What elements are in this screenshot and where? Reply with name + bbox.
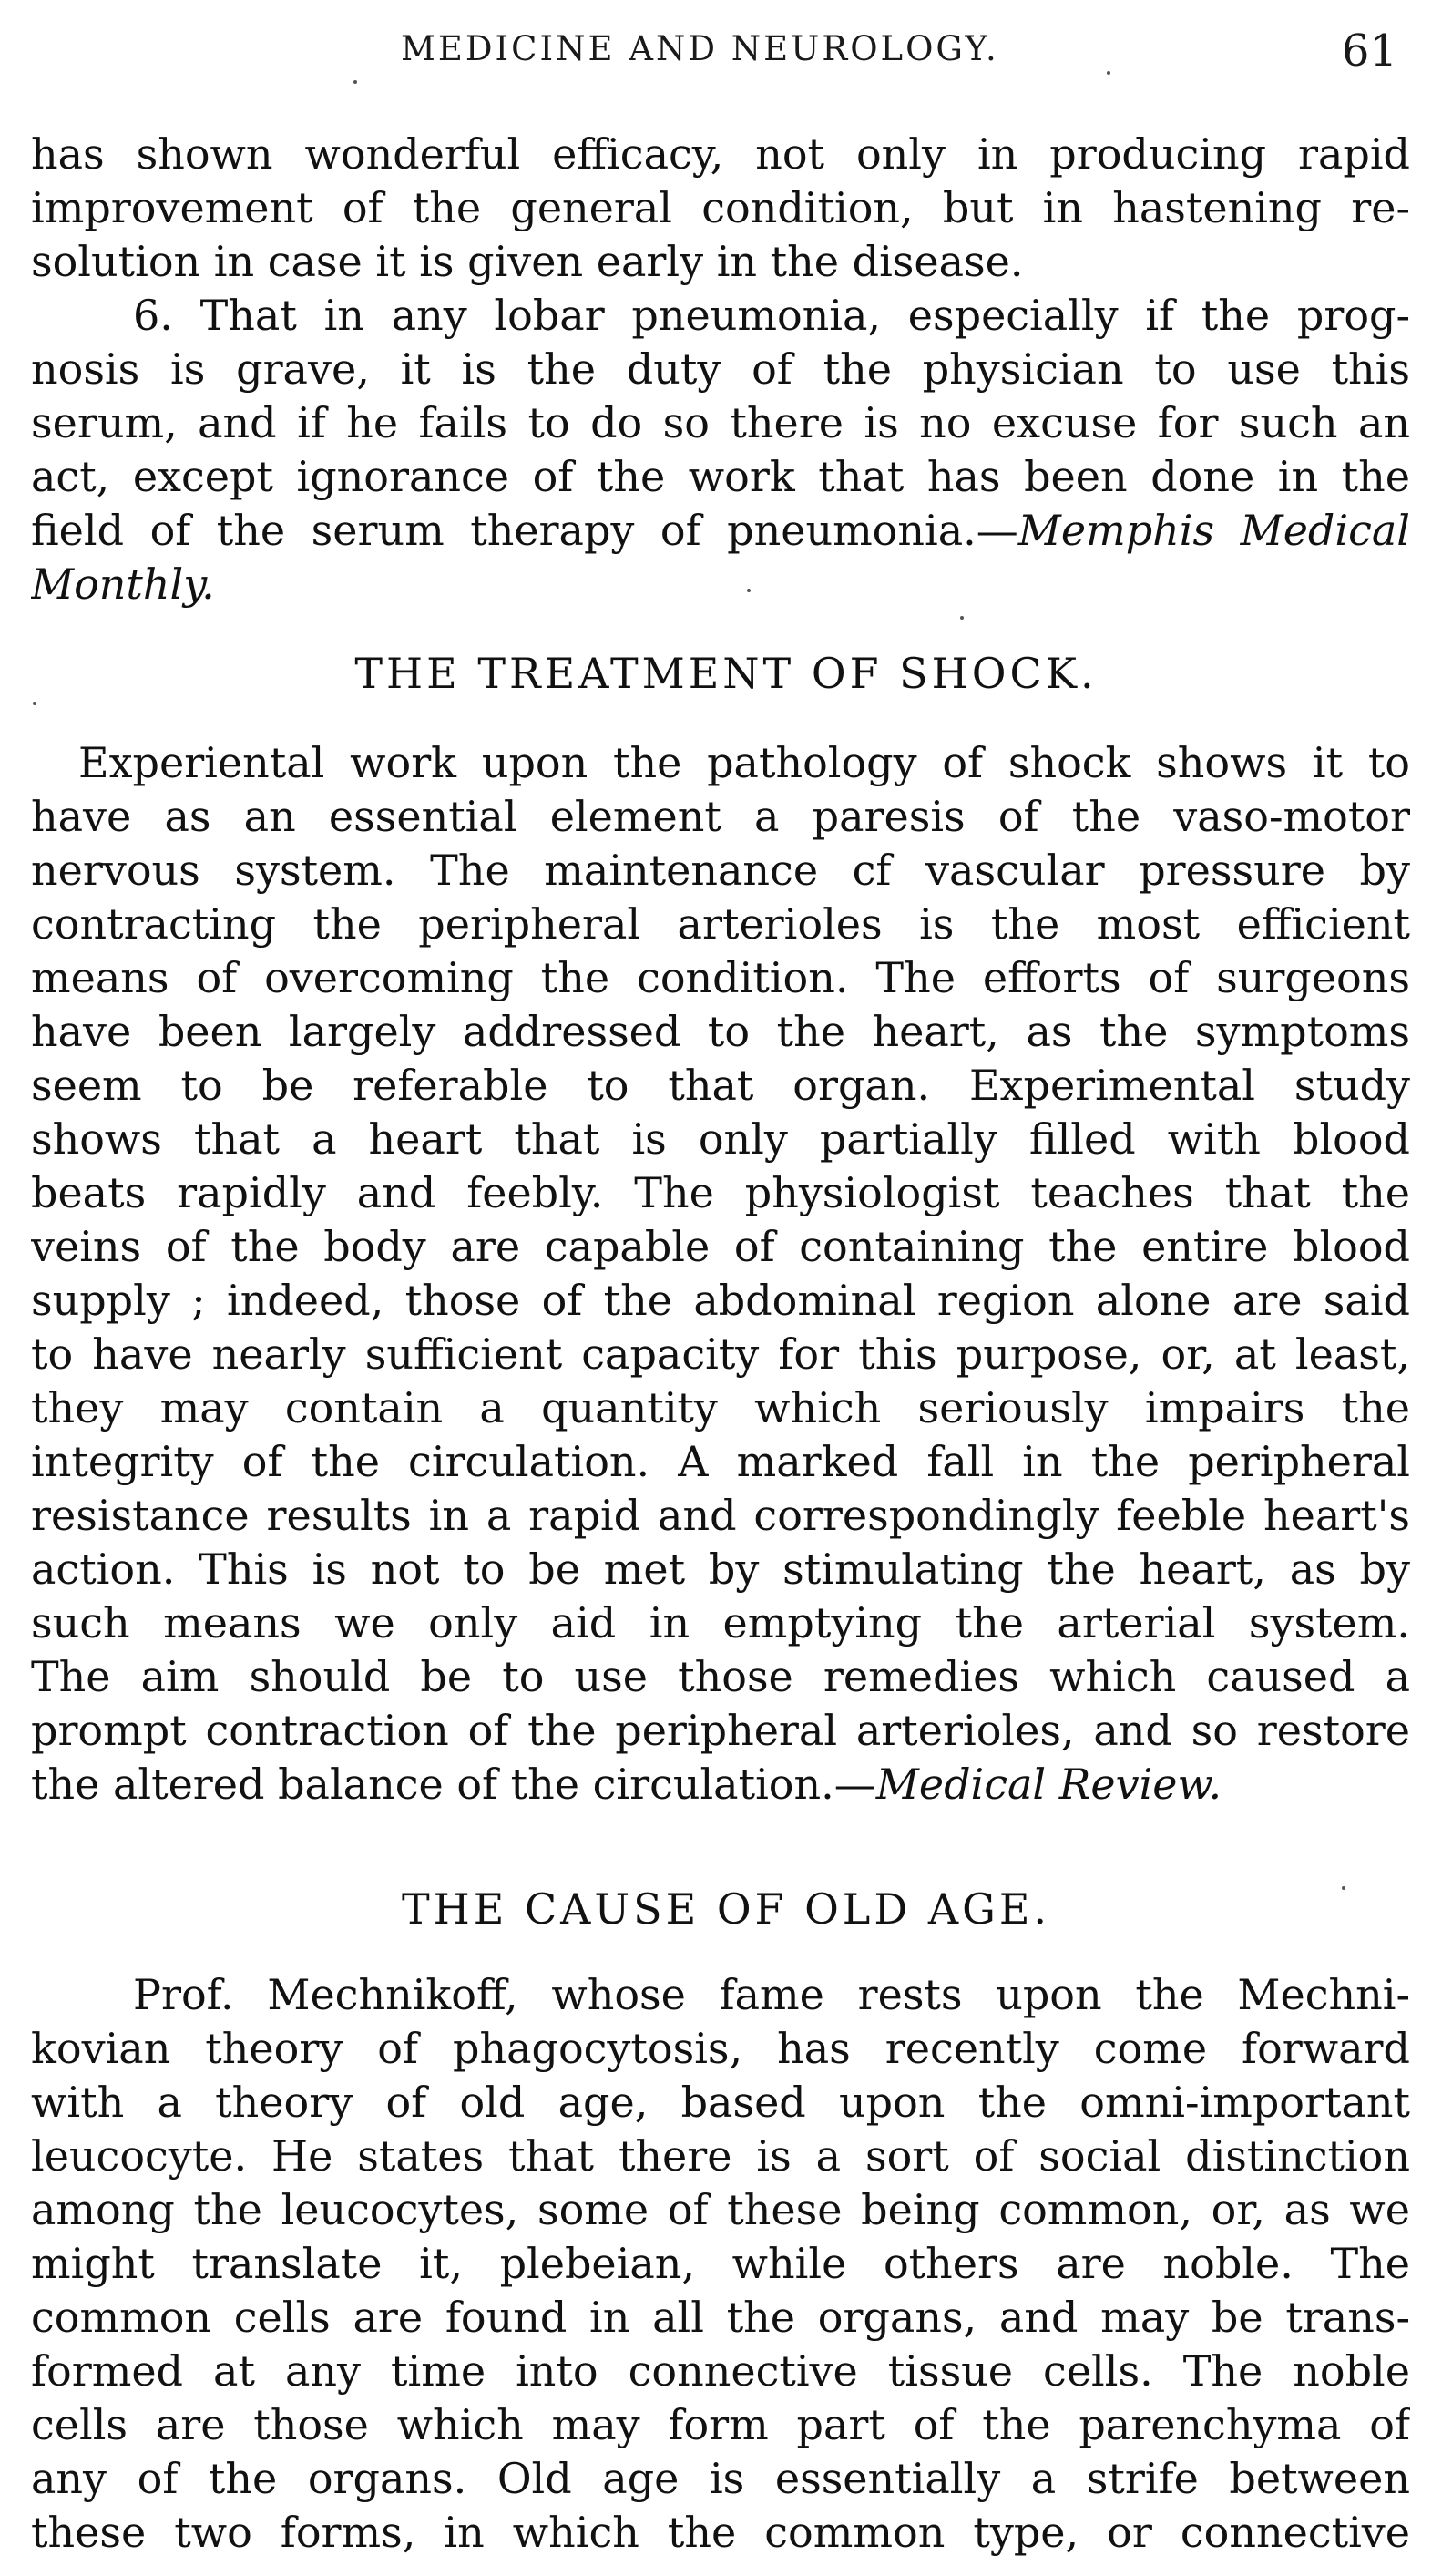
text-line: cells are those which may form part of the parenchyma of bbox=[31, 2400, 1410, 2449]
source-citation: Memphis Medical bbox=[1017, 506, 1410, 555]
text-line: leucocyte. He states that there is a sort of social distinction bbox=[31, 2131, 1410, 2181]
text-line: seem to be referable to that organ. Experimental study bbox=[31, 1061, 1410, 1110]
text-line: has shown wonderful efficacy, not only in producing rapid bbox=[31, 129, 1410, 179]
text-line: action. This is not to be met by stimulating the heart, as by bbox=[31, 1545, 1410, 1594]
text-line: Experiental work upon the pathology of shock shows it to bbox=[78, 738, 1410, 787]
text-line: common cells are found in all the organs, and may be trans- bbox=[31, 2293, 1410, 2342]
scan-speck bbox=[747, 589, 751, 592]
text-line bbox=[31, 504, 1410, 558]
scan-speck bbox=[33, 702, 36, 705]
text-line bbox=[31, 1758, 1410, 1811]
text-line: integrity of the circulation. A marked fall in the peripheral bbox=[31, 1437, 1410, 1486]
text-line: contracting the peripheral arterioles is the most efficient bbox=[31, 899, 1410, 949]
pneumonia-continuation bbox=[31, 128, 1410, 611]
text-line: improvement of the general condition, but in hastening re- bbox=[31, 183, 1410, 232]
source-citation: Monthly. bbox=[31, 559, 215, 609]
shock-article bbox=[31, 736, 1410, 1811]
text-line: veins of the body are capable of containing the entire blood bbox=[31, 1222, 1410, 1271]
text-line: Prof. Mechnikoff, whose fame rests upon the Mechni- bbox=[133, 1970, 1410, 2019]
text-line: kovian theory of phagocytosis, has recently come forward bbox=[31, 2024, 1410, 2073]
text-line: means of overcoming the condition. The efforts of surgeons bbox=[31, 953, 1410, 1002]
scan-speck bbox=[1342, 1886, 1345, 1890]
text-line: formed at any time into connective tissue cells. The noble bbox=[31, 2346, 1410, 2396]
text-line: to have nearly sufficient capacity for this purpose, or, at least, bbox=[31, 1329, 1410, 1379]
text-fragment: field of the serum therapy of pneumonia.— bbox=[31, 506, 1018, 555]
text-line: such means we only aid in emptying the arterial system. bbox=[31, 1598, 1410, 1647]
text-line: they may contain a quantity which seriously impairs the bbox=[31, 1383, 1410, 1432]
text-fragment: the altered balance of the circulation.— bbox=[31, 1760, 876, 1809]
text-line: beats rapidly and feebly. The physiologist teaches that the bbox=[31, 1168, 1410, 1217]
scan-speck bbox=[1107, 71, 1110, 75]
scan-speck bbox=[960, 616, 964, 620]
text-line: shows that a heart that is only partially filled with blood bbox=[31, 1114, 1410, 1164]
text-line: 6. That in any lobar pneumonia, especially if the prog- bbox=[133, 291, 1410, 340]
text-line: resistance results in a rapid and correspondingly feeble heart's bbox=[31, 1491, 1410, 1540]
running-title: MEDICINE AND NEUROLOGY. bbox=[401, 29, 999, 68]
scan-speck bbox=[353, 80, 357, 84]
text-line: might translate it, plebeian, while others are noble. The bbox=[31, 2239, 1410, 2288]
text-line: have been largely addressed to the heart, as the symptoms bbox=[31, 1007, 1410, 1056]
text-line: serum, and if he fails to do so there is no excuse for such an bbox=[31, 398, 1410, 447]
text-line: any of the organs. Old age is essentially a strife between bbox=[31, 2454, 1410, 2503]
text-line: these two forms, in which the common type, or connective bbox=[31, 2508, 1410, 2557]
text-line bbox=[31, 558, 1410, 611]
section-heading-shock: THE TREATMENT OF SHOCK. bbox=[354, 649, 1098, 698]
source-citation: Medical Review. bbox=[875, 1760, 1222, 1809]
text-line: nosis is grave, it is the duty of the physician to use this bbox=[31, 344, 1410, 394]
old-age-article bbox=[31, 1968, 1410, 2560]
section-heading-old-age: THE CAUSE OF OLD AGE. bbox=[401, 1884, 1051, 1934]
page-number: 61 bbox=[1341, 26, 1397, 77]
text-line: solution in case it is given early in the disease. bbox=[31, 237, 1024, 286]
text-line: among the leucocytes, some of these being common, or, as we bbox=[31, 2185, 1410, 2234]
text-line: prompt contraction of the peripheral arterioles, and so restore bbox=[31, 1706, 1410, 1755]
text-line: act, except ignorance of the work that has been done in the bbox=[31, 452, 1410, 501]
running-head bbox=[0, 26, 1452, 80]
text-line: have as an essential element a paresis of the vaso-motor bbox=[31, 792, 1410, 841]
text-line: supply ; indeed, those of the abdominal region alone are said bbox=[31, 1276, 1410, 1325]
text-line: nervous system. The maintenance cf vascular pressure by bbox=[31, 846, 1410, 895]
text-line: with a theory of old age, based upon the omni-important bbox=[31, 2078, 1410, 2127]
text-line: The aim should be to use those remedies which caused a bbox=[31, 1652, 1410, 1701]
